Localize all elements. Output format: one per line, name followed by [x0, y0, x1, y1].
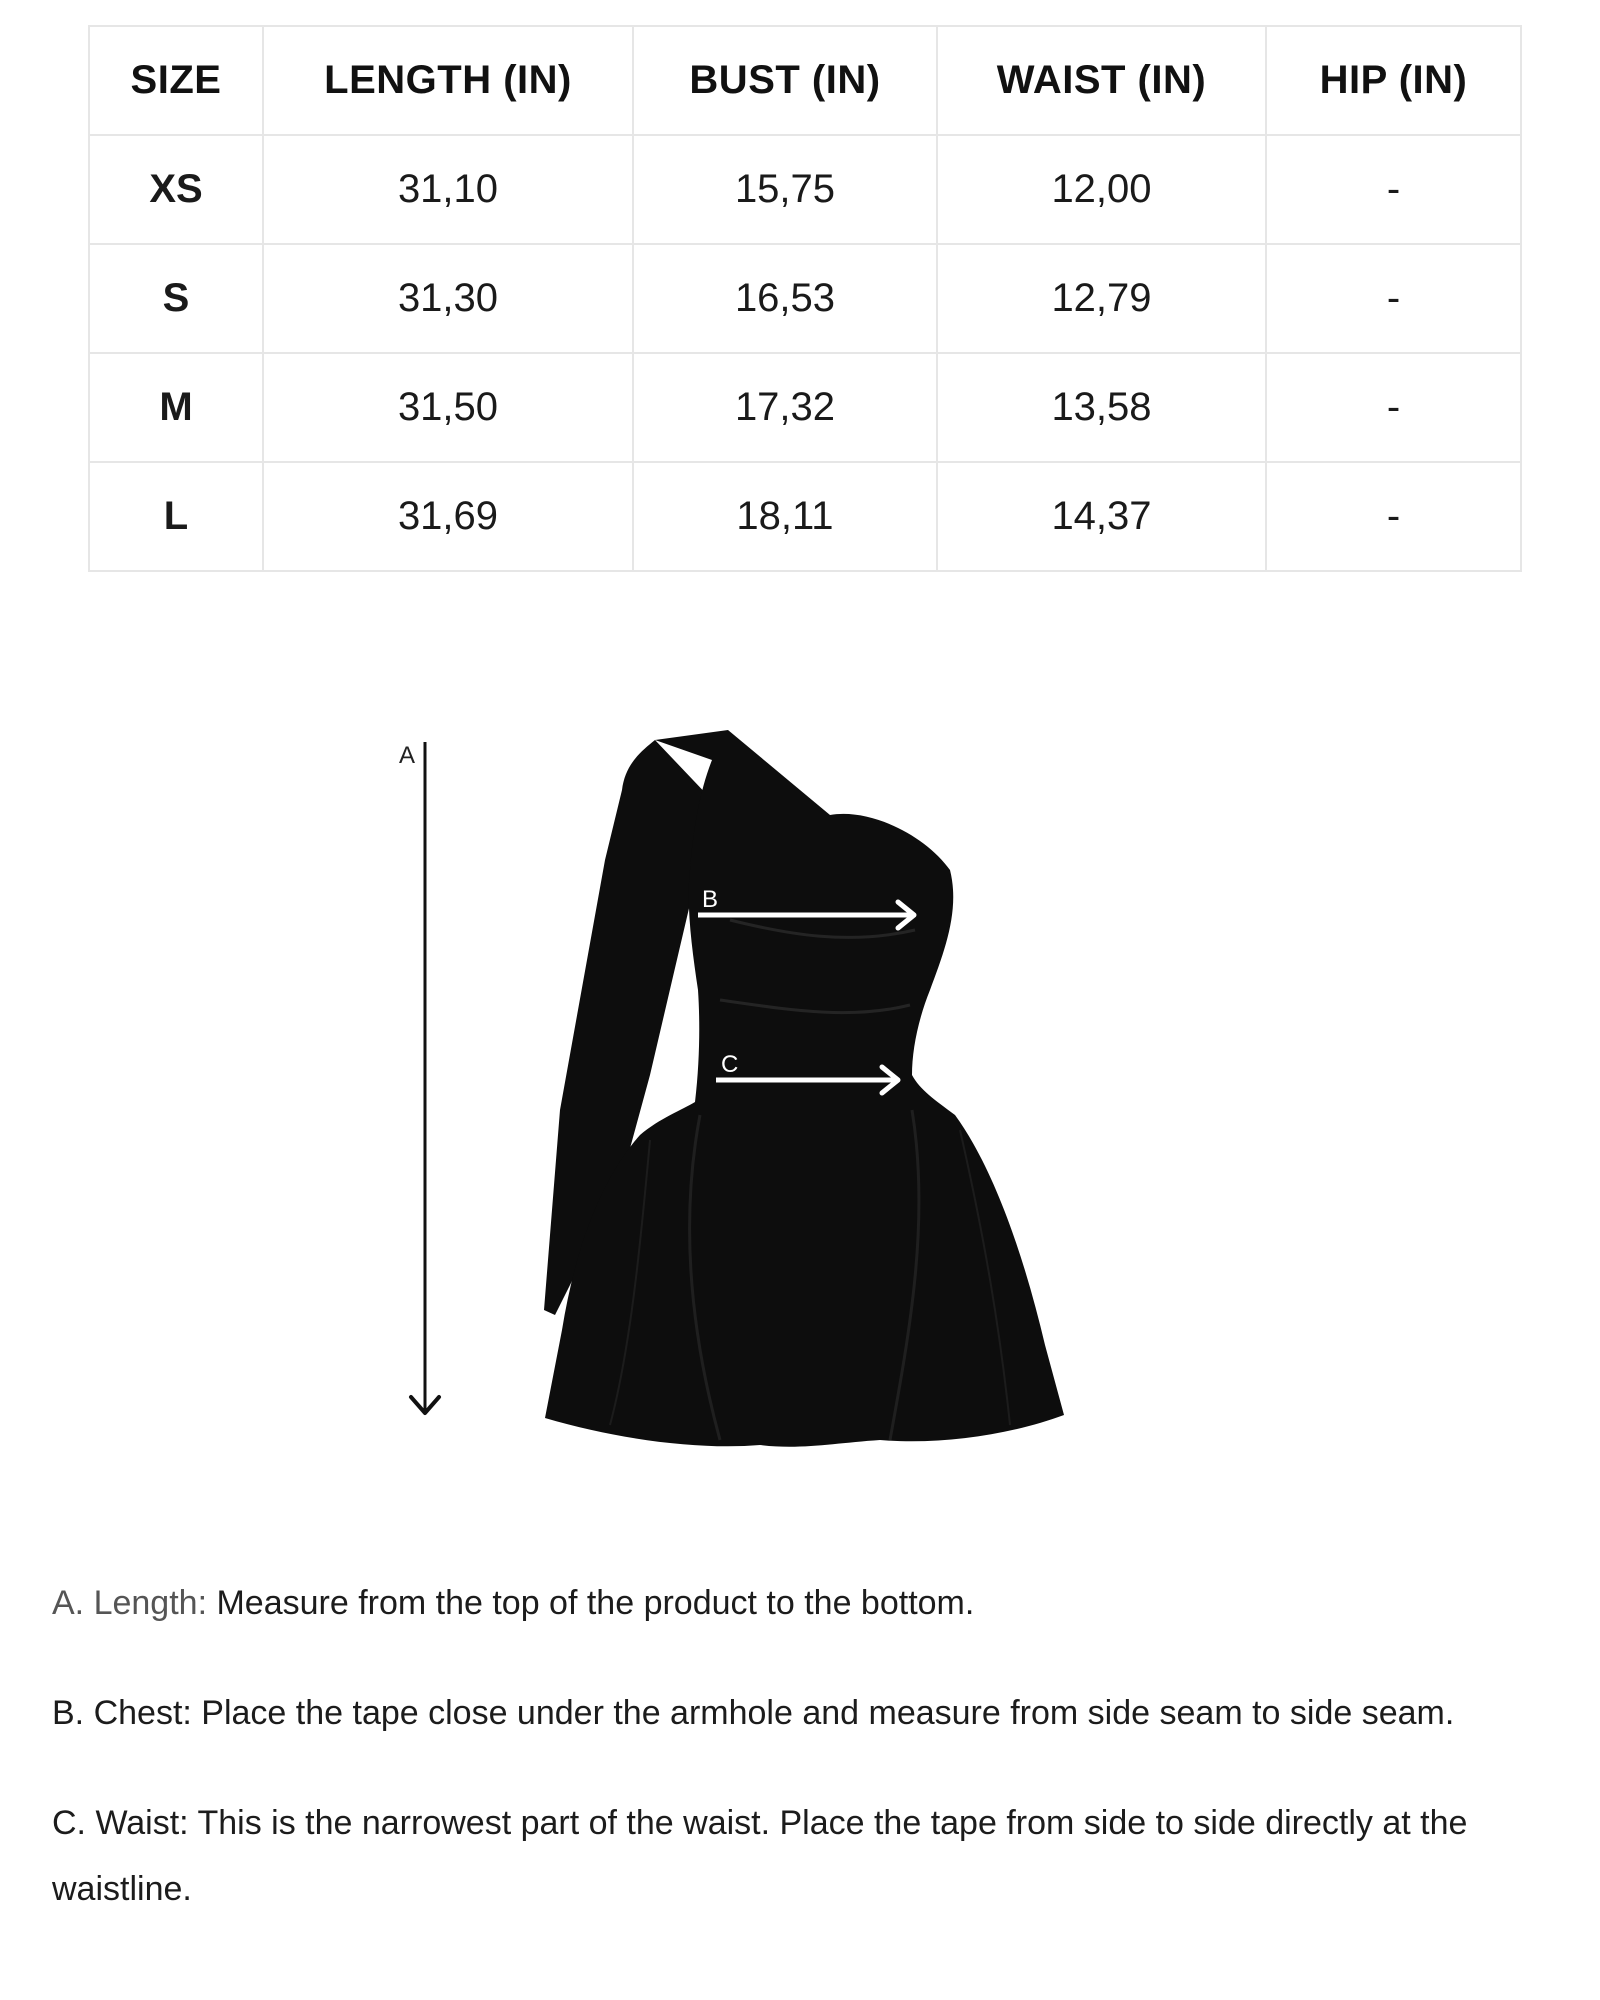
note-text: Measure from the top of the product to the bottom. [207, 1584, 975, 1622]
header-bust: BUST (IN) [633, 26, 937, 135]
label-a: A [399, 742, 416, 769]
table-row [89, 353, 1521, 462]
note-term: A. Length: [52, 1584, 208, 1622]
length-arrow-icon [411, 742, 439, 1413]
note-text: Place the tape close under the armhole and measure from side seam to side seam. [191, 1694, 1455, 1732]
waist-cell: 14,37 [937, 462, 1266, 571]
table-row [89, 462, 1521, 571]
length-cell: 31,10 [263, 135, 633, 244]
size-cell: L [89, 462, 263, 571]
header-hip: HIP (IN) [1266, 26, 1521, 135]
size-chart-table [88, 25, 1522, 572]
length-cell: 31,50 [263, 353, 633, 462]
label-b: B [702, 886, 719, 913]
header-size: SIZE [89, 26, 263, 135]
bust-cell: 15,75 [633, 135, 937, 244]
measurement-diagram [0, 700, 1600, 1460]
waist-cell: 12,00 [937, 135, 1266, 244]
note-term: C. Waist: [52, 1804, 189, 1842]
note-text: This is the narrowest part of the waist. Place the tape from side to side directly at the waistline. [52, 1804, 1468, 1908]
header-waist: WAIST (IN) [937, 26, 1266, 135]
hip-cell: - [1266, 135, 1521, 244]
note-length [52, 1570, 1572, 1636]
table-row [89, 244, 1521, 353]
bust-cell: 17,32 [633, 353, 937, 462]
hip-cell: - [1266, 462, 1521, 571]
hip-cell: - [1266, 244, 1521, 353]
measurement-notes [52, 1570, 1572, 1966]
note-waist [52, 1790, 1572, 1922]
waist-cell: 12,79 [937, 244, 1266, 353]
table-row [89, 135, 1521, 244]
header-length: LENGTH (IN) [263, 26, 633, 135]
bust-cell: 18,11 [633, 462, 937, 571]
length-cell: 31,30 [263, 244, 633, 353]
size-cell: S [89, 244, 263, 353]
note-term: B. Chest: [52, 1694, 192, 1732]
table-header-row [89, 26, 1521, 135]
size-cell: M [89, 353, 263, 462]
label-c: C [721, 1051, 739, 1078]
one-shoulder-dress-icon [544, 730, 1064, 1447]
size-cell: XS [89, 135, 263, 244]
measurement-diagram-svg [0, 700, 1600, 1460]
bust-cell: 16,53 [633, 244, 937, 353]
waist-cell: 13,58 [937, 353, 1266, 462]
length-cell: 31,69 [263, 462, 633, 571]
hip-cell: - [1266, 353, 1521, 462]
note-chest [52, 1680, 1572, 1746]
